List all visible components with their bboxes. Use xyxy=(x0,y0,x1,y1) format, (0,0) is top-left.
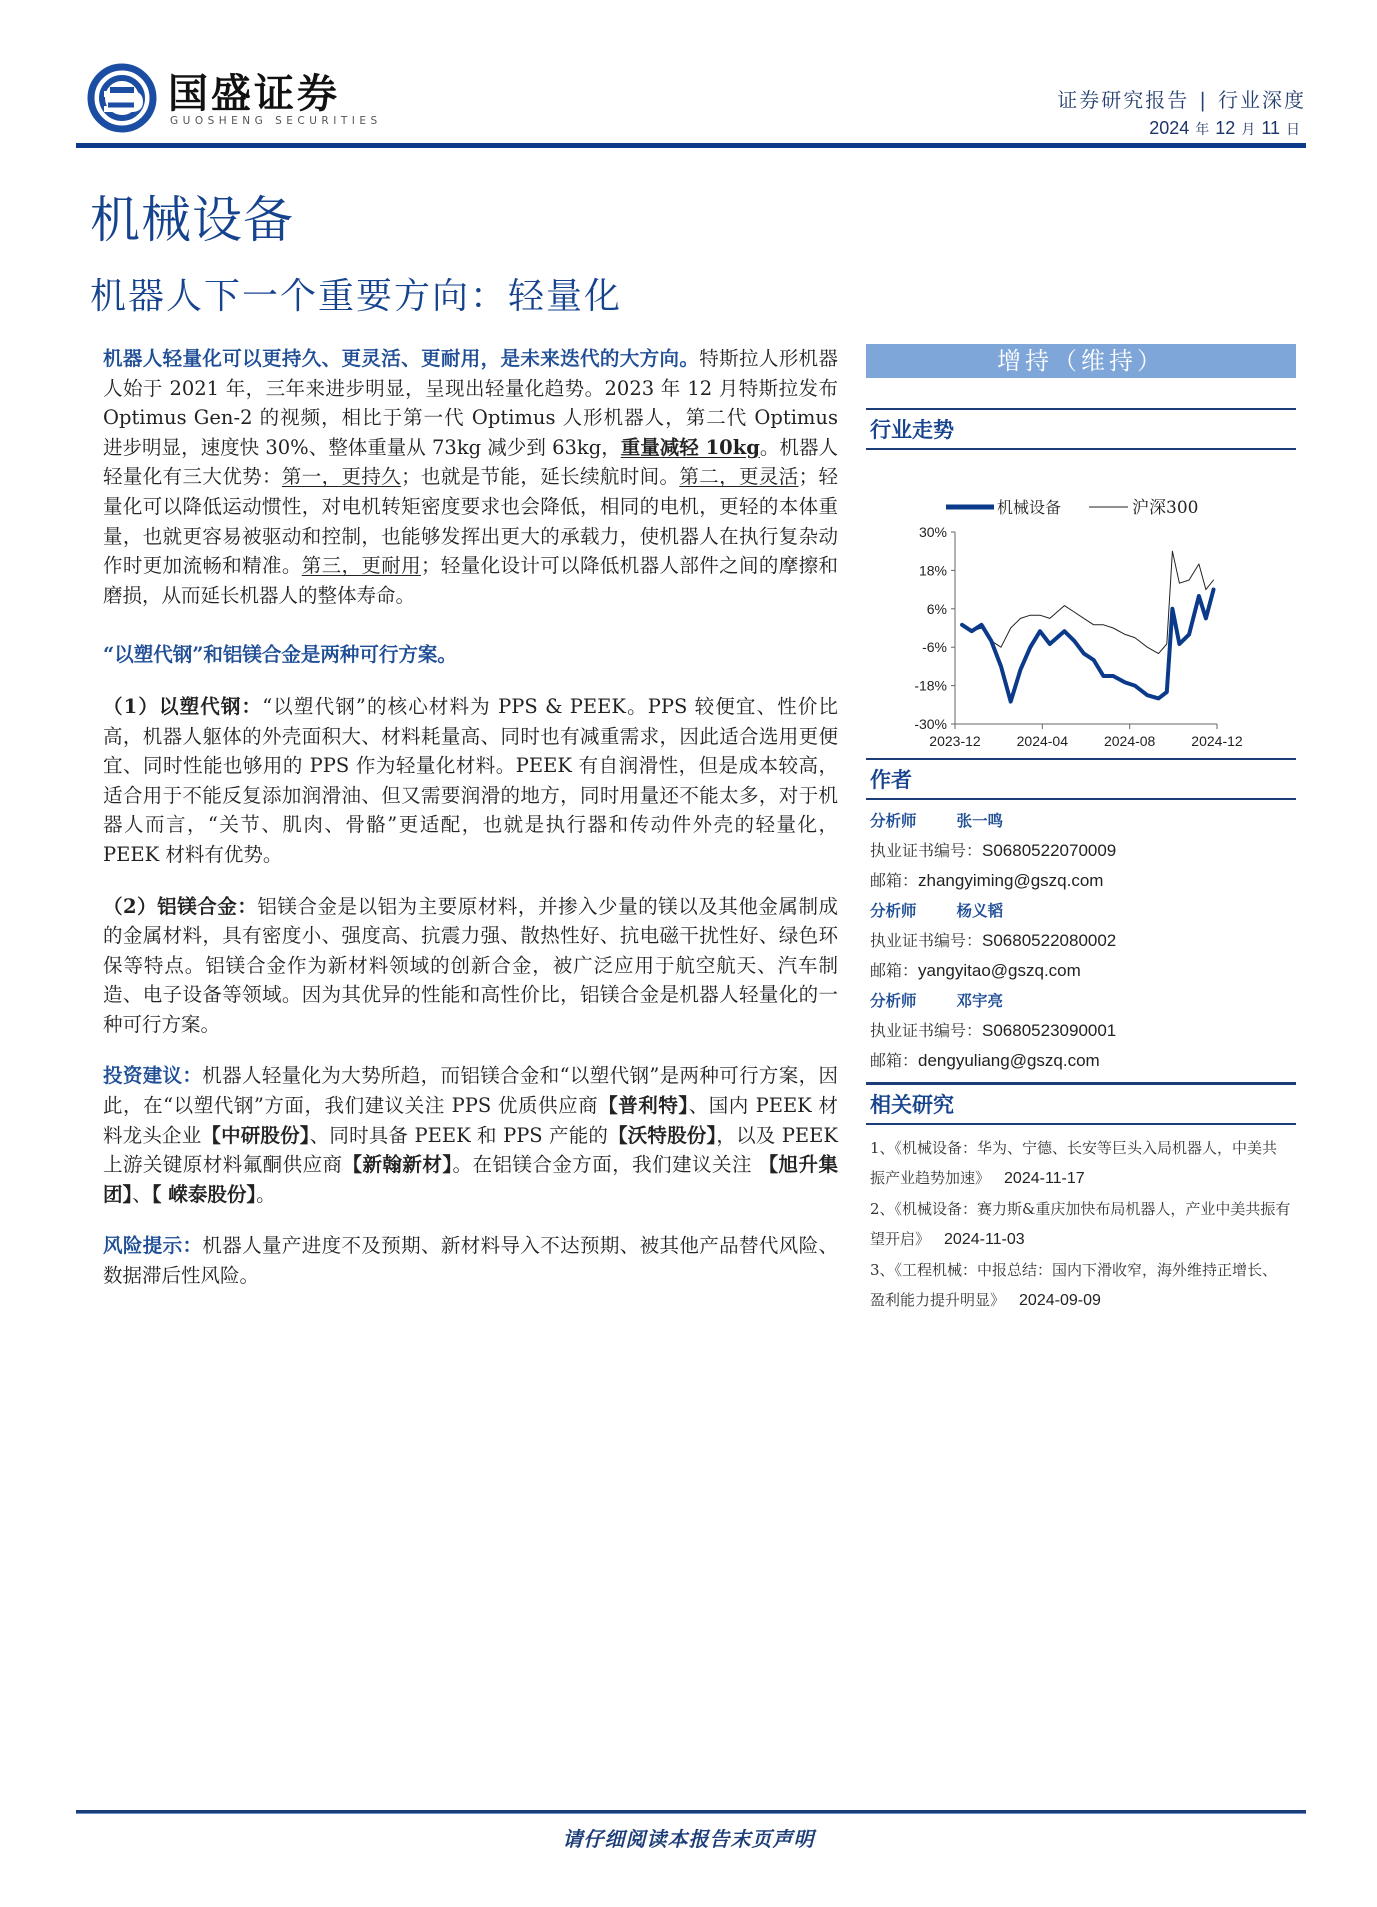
overview-highlight: 重量减轻 10kg xyxy=(620,435,760,459)
author-name: 邓宇亮 xyxy=(956,991,1004,1010)
related-title: 2、《机械设备：赛力斯&重庆加快布局机器人，产业中美共振有望开启》 xyxy=(870,1200,1291,1248)
email-label: 邮箱： xyxy=(870,961,919,980)
overview-text-3: ；也就是节能，延长续航时间。 xyxy=(401,465,680,489)
paragraph-plastic xyxy=(103,692,838,870)
date-month: 12 xyxy=(1215,118,1236,138)
author-cert xyxy=(870,926,1292,956)
related-research-heading: 相关研究 xyxy=(866,1082,1296,1125)
cert-label: 执业证书编号： xyxy=(870,841,983,860)
industry-trend-chart xyxy=(866,450,1296,749)
trend-chart-svg xyxy=(866,450,1296,749)
svg-text:30%: 30% xyxy=(918,524,947,540)
svg-text:-6%: -6% xyxy=(922,639,947,656)
report-summary xyxy=(103,344,838,1291)
sector-title: 机械设备 xyxy=(90,191,294,249)
page-header xyxy=(76,60,1306,150)
date-year: 2024 xyxy=(1149,118,1190,138)
svg-text:2024-08: 2024-08 xyxy=(1103,733,1156,749)
author-cert xyxy=(870,836,1292,866)
svg-text:2023-12: 2023-12 xyxy=(929,733,981,749)
stock-wote: 【沃特股份】 xyxy=(608,1123,717,1147)
separator: | xyxy=(1199,88,1208,112)
related-date: 2024-11-03 xyxy=(944,1231,1025,1248)
cert-label: 执业证书编号： xyxy=(870,931,983,950)
advantage-1: 第一，更持久 xyxy=(281,465,402,489)
paragraph-risk xyxy=(103,1231,838,1290)
svg-text:-30%: -30% xyxy=(914,716,947,732)
author-email xyxy=(870,956,1292,986)
stock-xusheng: 【旭升集团】 xyxy=(103,1153,838,1206)
related-title: 3、《工程机械：中报总结：国内下滑收窄，海外维持正增长、盈利能力提升明显》 xyxy=(870,1261,1278,1309)
stock-xinhan: 【新翰新材】 xyxy=(342,1153,453,1177)
overview-text-2: 。机器人轻量化有三大优势： xyxy=(103,435,838,489)
alloy-lead: （2）铝镁合金： xyxy=(103,894,258,918)
date-year-unit: 年 xyxy=(1195,122,1210,138)
report-subtype: 行业深度 xyxy=(1218,88,1306,112)
paragraph-investment xyxy=(103,1061,838,1209)
author-list xyxy=(866,800,1296,1076)
cert-number: S0680523090001 xyxy=(982,1021,1117,1040)
author-name: 张一鸣 xyxy=(956,811,1004,830)
related-date: 2024-09-09 xyxy=(1019,1292,1101,1309)
investment-text-3: 、同时具备 PEEK 和 PPS 产能的 xyxy=(309,1123,609,1147)
rating-badge: 增持（维持） xyxy=(866,344,1296,378)
author-name-row xyxy=(870,986,1292,1016)
risk-lead: 风险提示： xyxy=(103,1234,203,1258)
investment-text-2: 、国内 PEEK 材料龙头企业 xyxy=(103,1094,838,1147)
report-type xyxy=(1057,84,1306,113)
svg-text:18%: 18% xyxy=(918,562,947,579)
author-name: 杨义韬 xyxy=(956,901,1004,920)
email-label: 邮箱： xyxy=(870,871,919,890)
investment-text-4: ，以及 PEEK 上游关键原材料氟酮供应商 xyxy=(103,1123,838,1177)
page-title: 机器人下一个重要方向：轻量化 xyxy=(90,276,623,317)
author-name-row xyxy=(870,806,1292,836)
author-role: 分析师 xyxy=(870,901,917,920)
cert-label: 执业证书编号： xyxy=(870,1021,983,1040)
email-label: 邮箱： xyxy=(870,1051,919,1070)
overview-text-4: ；轻量化可以降低运动惯性，对电机转矩密度要求也会降低，相同的电机，更轻的本体重量，也就更容易被驱动和控制，也能够发挥出更大的承载力，使机器人在执行复杂动作时更加流畅和精准。 xyxy=(103,465,838,578)
svg-text:6%: 6% xyxy=(926,600,947,617)
related-date: 2024-11-17 xyxy=(1004,1170,1085,1187)
stock-rongtai: 【 嵘泰股份】 xyxy=(151,1182,257,1206)
sidebar xyxy=(866,344,1296,1316)
email-link[interactable]: yangyitao@gszq.com xyxy=(918,961,1081,980)
related-title: 1、《机械设备：华为、宁德、长安等巨头入局机器人，中美共振产业趋势加速》 xyxy=(870,1139,1278,1187)
related-item[interactable] xyxy=(870,1133,1292,1194)
author-email xyxy=(870,866,1292,896)
email-link[interactable]: dengyuliang@gszq.com xyxy=(918,1051,1100,1070)
overview-lead: 机器人轻量化可以更持久、更灵活、更耐用，是未来迭代的大方向。 xyxy=(103,347,700,370)
cert-number: S0680522080002 xyxy=(982,931,1117,950)
logo-english-name: GUOSHENG SECURITIES xyxy=(170,115,382,127)
plastic-lead: （1）以塑代钢： xyxy=(103,694,263,718)
author-cert xyxy=(870,1016,1292,1046)
author-role: 分析师 xyxy=(870,991,917,1010)
author-item xyxy=(870,896,1292,986)
svg-text:机械设备: 机械设备 xyxy=(997,498,1062,517)
disclaimer-note: 请仔细阅读本报告末页声明 xyxy=(562,1827,815,1851)
author-role: 分析师 xyxy=(870,811,917,830)
investment-text-1: 机器人轻量化为大势所趋，而铝镁合金和“以塑代钢”是两种可行方案，因此，在“以塑代钢”方面，我们建议关注 PPS 优质供应商 xyxy=(103,1064,838,1118)
report-category: 证券研究报告 xyxy=(1057,88,1190,112)
section-subheading: “以塑代钢”和铝镁合金是两种可行方案。 xyxy=(103,643,457,667)
related-item[interactable] xyxy=(870,1194,1292,1255)
cert-number: S0680522070009 xyxy=(982,841,1117,860)
overview-text-5: ；轻量化设计可以降低机器人部件之间的摩擦和磨损，从而延长机器人的整体寿命。 xyxy=(103,554,838,607)
related-item[interactable] xyxy=(870,1255,1292,1316)
guosheng-logo-icon xyxy=(88,64,156,132)
logo-chinese-name: 国盛证券 xyxy=(168,71,340,117)
header-divider xyxy=(76,143,1306,148)
alloy-text: 铝镁合金是以铝为主要原材料，并掺入少量的镁以及其他金属制成的金属材料，具有密度小、强度高、抗震力强、散热性好、抗电磁干扰性好、绿色环保等特点。铝镁合金作为新材料领域的创新合金，被广泛应用于航空航天、汽车制造、电子设备等领域。因为其优异的性能和高性价比，铝镁合金是机器人轻量化的一种可行方案。 xyxy=(103,894,838,1036)
trend-heading: 行业走势 xyxy=(866,408,1296,450)
svg-text:沪深300: 沪深300 xyxy=(1132,498,1199,518)
investment-text-5: 。在铝镁合金方面，我们建议关注 xyxy=(452,1153,759,1177)
investment-text-6: 、 xyxy=(132,1182,152,1206)
risk-text: 机器人量产进度不及预期、新材料导入不达预期、被其他产品替代风险、数据滞后性风险。 xyxy=(103,1234,838,1288)
footer-divider xyxy=(76,1810,1306,1814)
investment-lead: 投资建议： xyxy=(103,1064,203,1088)
email-link[interactable]: zhangyiming@gszq.com xyxy=(918,871,1104,890)
author-name-row xyxy=(870,896,1292,926)
related-research-list xyxy=(866,1125,1296,1316)
authors-heading: 作者 xyxy=(866,758,1296,800)
investment-text-7: 。 xyxy=(256,1182,276,1206)
paragraph-overview xyxy=(103,344,838,610)
advantage-3: 第三，更耐用 xyxy=(301,554,421,578)
stock-puliter: 【普利特】 xyxy=(598,1094,689,1118)
plastic-text: “以塑代钢”的核心材料为 PPS & PEEK。PPS 较便宜、性价比高，机器人躯体的外壳面积大、材料耗量高、同时也有减重需求，因此适合选用更便宜、同时性能也够用的 PPS 作为轻量化材料。PEEK 有自润滑性，但是成本较高，适合用于不能反复添加润滑油、但又需要润滑的地方，同时用量还不能太多，对于机器人而言，“关节、肌肉、骨骼”更适配，也就是执行器和传动件外壳的轻量化，PEEK 材料有优势。 xyxy=(103,694,838,866)
report-date xyxy=(1149,118,1306,139)
svg-text:2024-12: 2024-12 xyxy=(1191,733,1243,749)
stock-zhongyan: 【中研股份】 xyxy=(201,1123,310,1147)
date-day: 11 xyxy=(1261,118,1280,138)
svg-text:-18%: -18% xyxy=(914,677,947,694)
overview-text-1: 特斯拉人形机器人始于 2021 年，三年来进步明显，呈现出轻量化趋势。2023 年 12 月特斯拉发布 Optimus Gen-2 的视频，相比于第一代 Optimus 人形机器人，第二代 Optimus 进步明显，速度快 30%、整体重量从 73kg 减少到 63kg， xyxy=(103,347,838,459)
date-month-unit: 月 xyxy=(1241,122,1256,138)
svg-text:2024-04: 2024-04 xyxy=(1016,733,1069,749)
author-item xyxy=(870,986,1292,1076)
author-email xyxy=(870,1046,1292,1076)
paragraph-alloy xyxy=(103,892,838,1040)
author-item xyxy=(870,806,1292,896)
advantage-2: 第二，更灵活 xyxy=(679,465,799,489)
date-day-unit: 日 xyxy=(1286,122,1300,138)
